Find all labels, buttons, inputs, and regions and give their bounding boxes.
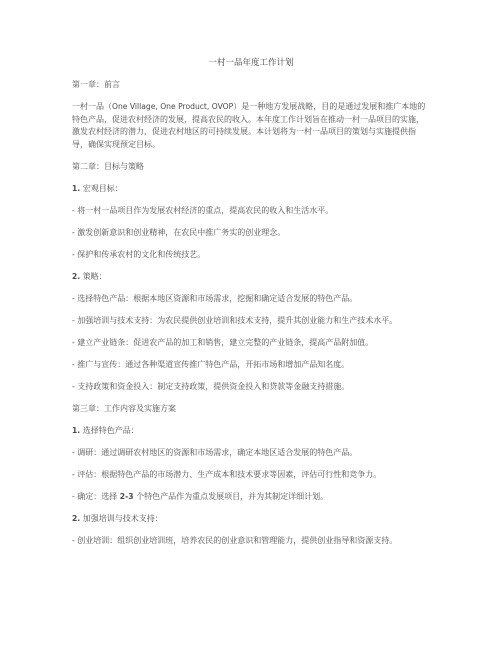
ch2-section-1-title xyxy=(72,183,430,196)
ch3-s2-number: 2. xyxy=(72,513,81,523)
document-title: 一村一品年度工作计划 xyxy=(208,58,294,68)
chapter-2-heading: 第二章：目标与策略 xyxy=(72,161,144,171)
ch1-text-a: 一村一品（ xyxy=(72,102,112,111)
ch3-item3-number: 2-3 xyxy=(119,491,134,501)
ch2-s2-label: 策略： xyxy=(80,271,107,281)
ch3-item3-text-a: - 确定：选择 xyxy=(72,491,120,501)
list-item: - 将一村一品项目作为发展农村经济的重点，提高农民的收入和生活水平。 xyxy=(72,205,334,215)
ch3-s1-number: 1. xyxy=(72,425,81,435)
ch3-s2-label: 加强培训与技术支持： xyxy=(80,513,163,523)
list-item: - 评估：根据特色产品的市场潜力、生产成本和技术要求等因素，评估可行性和竞争力。 xyxy=(72,469,382,479)
list-item: - 推广与宣传：通过各种渠道宣传推广特色产品，开拓市场和增加产品知名度。 xyxy=(72,359,350,369)
ch2-section-2-title xyxy=(72,271,430,284)
ch3-section-2-title xyxy=(72,513,430,526)
list-item: - 保护和传承农村的文化和传统技艺。 xyxy=(72,249,206,259)
list-item: - 支持政策和资金投入：制定支持政策，提供资金投入和贷款等金融支持措施。 xyxy=(72,381,350,391)
chapter-1-heading: 第一章：前言 xyxy=(72,80,120,89)
list-item: - 加强培训与技术支持：为农民提供创业培训和技术支持，提升其创业能力和生产技术水平。 xyxy=(72,315,398,325)
ch3-item3-text-b: 个特色产品作为重点发展项目，并为其制定详细计划。 xyxy=(133,491,329,501)
list-item: - 创业培训：组织创业培训班，培养农民的创业意识和管理能力，提供创业指导和资源支持。 xyxy=(72,535,398,545)
chapter-1-paragraph xyxy=(72,101,430,151)
list-item: - 调研：通过调研农村地区的资源和市场需求，确定本地区适合发展的特色产品。 xyxy=(72,447,358,457)
ch2-s1-number: 1. xyxy=(72,183,81,193)
ch1-text-b: ）是一种地方发展战略，目的是通过发展和推广本地的特色产品，促进农村经济的发展，提高农民的收入。本年度工作计划旨在推动一村一品项目的实施，激发农村经济的潜力，促进农村地区的可持续发展。本计划将为一村一品项目的策划与实施提供指导，确保实现预定目标。 xyxy=(72,102,426,149)
list-item: - 建立产业链条：促进农产品的加工和销售，建立完整的产业链条，提高产品附加值。 xyxy=(72,337,374,347)
ch1-latin-term: One Village, One Product, OVOP xyxy=(112,102,234,111)
list-item: - 选择特色产品：根据本地区资源和市场需求，挖掘和确定适合发展的特色产品。 xyxy=(72,293,358,303)
ch3-section-1-title xyxy=(72,425,430,438)
ch2-s1-label: 宏观目标： xyxy=(80,183,123,193)
chapter-3-heading: 第三章：工作内容及实施方案 xyxy=(72,403,176,413)
ch2-s2-number: 2. xyxy=(72,271,81,281)
document-body xyxy=(72,79,430,557)
list-item xyxy=(72,491,430,504)
list-item: - 激发创新意识和创业精神，在农民中推广务实的创业理念。 xyxy=(72,227,286,237)
ch3-s1-label: 选择特色产品： xyxy=(80,425,139,435)
